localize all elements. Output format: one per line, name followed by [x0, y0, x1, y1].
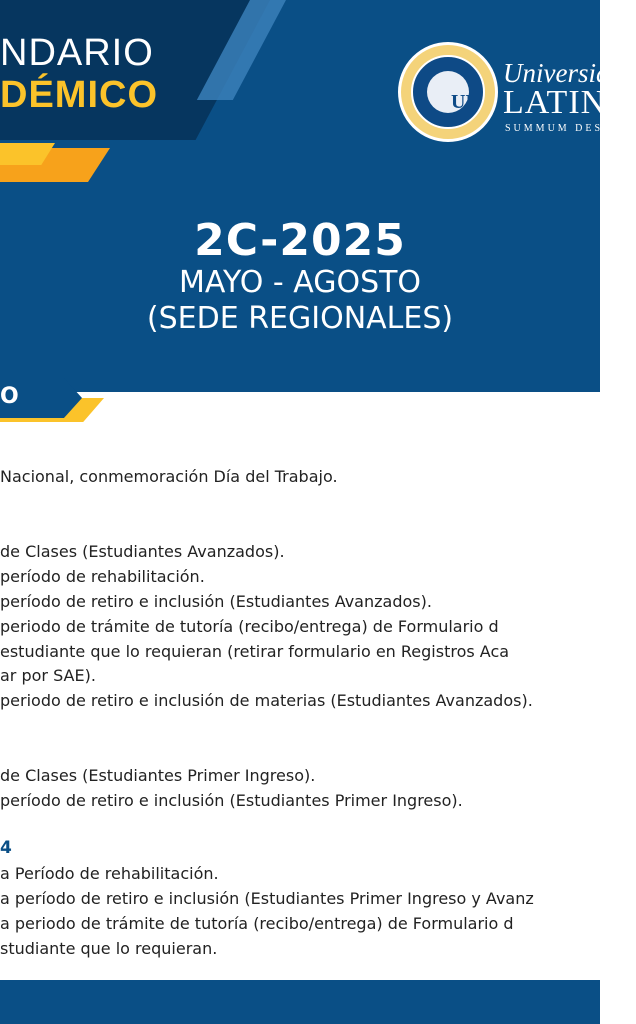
event-line: de Clases (Estudiantes Primer Ingreso). — [0, 766, 316, 785]
university-motto: SUMMUM DESI — [505, 123, 610, 134]
university-name-latina: LATINA — [503, 84, 632, 121]
event-line: período de retiro e inclusión (Estudiantes Avanzados). — [0, 592, 432, 611]
university-name: Universidad — [503, 58, 636, 88]
event-line: período de retiro e inclusión (Estudiantes Primer Ingreso). — [0, 791, 463, 810]
event-line: periodo de trámite de tutoría (recibo/entrega) de Formulario d — [0, 617, 499, 636]
date-label: 4 — [0, 838, 12, 858]
month-label: O — [0, 384, 19, 409]
event-line: de Clases (Estudiantes Avanzados). — [0, 542, 285, 561]
event-line: a período de retiro e inclusión (Estudiantes Primer Ingreso y Avanz — [0, 889, 534, 908]
event-line: studiante que lo requieran. — [0, 939, 218, 958]
event-line: a periodo de trámite de tutoría (recibo/entrega) de Formulario d — [0, 914, 514, 933]
period-months: MAYO - AGOSTO — [178, 265, 422, 300]
event-line: estudiante que lo requieran (retirar formulario en Registros Aca — [0, 642, 510, 661]
event-line: Nacional, conmemoración Día del Trabajo. — [0, 467, 338, 486]
seal-monogram: UL — [451, 91, 479, 113]
event-line: a Período de rehabilitación. — [0, 864, 219, 883]
header-banner — [0, 0, 636, 392]
event-line: período de rehabilitación. — [0, 567, 205, 586]
calendar-title-line2: DÉMICO — [0, 74, 158, 116]
period-code: 2C-2025 — [194, 215, 406, 266]
period-campus: (SEDE REGIONALES) — [146, 301, 454, 336]
event-line: ar por SAE). — [0, 666, 96, 685]
footer-bar — [0, 980, 600, 1024]
university-seal-logo — [398, 42, 498, 142]
calendar-title-line1: NDARIO — [0, 32, 154, 74]
event-line: periodo de retiro e inclusión de materias (Estudiantes Avanzados). — [0, 691, 533, 710]
